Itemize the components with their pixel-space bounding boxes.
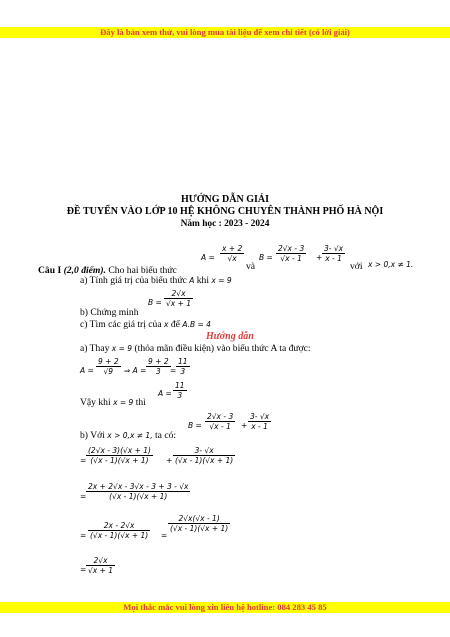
part-a-cond: x = 9 [211,276,232,285]
sa-arrow: ⇒ A = [124,366,147,375]
sa-eq3-fraction [176,357,190,376]
sa-eq2-den: 3 [155,367,161,376]
step1-equals: = [80,456,87,465]
proof-numerator: 2√x [164,289,193,299]
step1-frac2 [173,446,235,465]
step1-frac1 [86,446,153,465]
B2-numerator: 3- √x [324,244,344,253]
proof-denominator: √x + 1 [166,299,192,308]
part-c-text: c) Tìm các giá trị của [80,319,162,330]
step2-den: (√x - 1)(√x + 1) [109,492,168,501]
solution-heading: Hướng dẫn [206,331,254,342]
solution-a-conclusion [80,397,146,408]
hotline-banner [0,602,450,613]
sb-text2: ta có: [155,430,177,441]
question-label: Câu I [38,265,62,276]
part-c-to: để [170,319,180,330]
part-a [80,275,232,286]
sb-B-frac1 [205,412,235,431]
proof-B-label: B = [148,298,162,307]
sb-B2-num: 3- √x [250,412,270,421]
with-text: với [350,261,363,272]
sb-B1-den: √x - 1 [209,422,231,431]
step1-den: (√x - 1)(√x + 1) [90,456,149,465]
B-label: B = [259,253,273,262]
sa-eq3-num: 11 [178,357,188,366]
sa-eq1-fraction [96,357,121,376]
sb-text1: b) Với [80,430,105,441]
sb-B2-den: x - 1 [251,422,268,431]
step1b-den: (√x - 1)(√x + 1) [175,456,234,465]
and-text: và [246,261,256,272]
step1-plus: + [166,456,173,465]
condition: x > 0,x ≠ 1. [368,260,414,269]
B2-denominator: x - 1 [325,254,342,263]
sa-conc-then: thì [135,397,146,408]
sb-plus: + [241,421,248,430]
sb-B-frac2 [248,412,271,431]
B-fraction-1 [276,244,306,263]
step3-frac1 [88,521,150,540]
part-a-var: A [189,276,195,285]
sa-conc-den: 3 [177,391,183,400]
step3-equals: = [80,531,87,540]
document-subtitle: ĐỀ TUYỂN VÀO LỚP 10 HỆ KHÔNG CHUYÊN THÀNH PHỐ HÀ NỘI [66,206,384,217]
A-fraction [220,244,244,263]
sa-conc-text: Vậy khi [80,397,111,408]
step4-num: 2√x [86,556,115,566]
A-denominator: √x [227,254,237,263]
step1b-num: 3- √x [173,446,235,456]
B1-denominator: √x - 1 [280,254,302,263]
proof-fraction [164,289,193,308]
step2-frac [86,482,190,501]
step3-num: 2x - 2√x [88,521,150,531]
school-year: Năm học : 2023 - 2024 [180,219,270,229]
step3b-num: 2√x(√x - 1) [168,514,230,524]
sa-equals: = [170,366,177,375]
step2-num: 2x + 2√x - 3√x - 3 + 3 - √x [88,482,189,491]
plus-sign: + [316,253,323,262]
preview-banner [0,27,450,38]
step4-equals: = [80,565,87,574]
solution-a-sub: x = 9 [111,344,133,353]
solution-b-intro [80,430,176,441]
part-c-var: x [164,320,169,329]
sa-eq2-num: 9 + 2 [148,357,169,366]
step3b-den: (√x - 1)(√x + 1) [170,524,229,533]
sa-eq2-fraction [146,357,171,376]
sb-B-label: B = [188,421,202,430]
sa-conc-num: 11 [175,381,185,390]
sb-cond: x > 0,x ≠ 1, [107,431,153,440]
A-label: A = [201,253,215,262]
document-title: HƯỚNG DẪN GIẢI [181,194,269,205]
part-c-cond: A.B = 4 [182,320,211,329]
sb-B1-num: 2√x - 3 [207,412,234,421]
step4-frac [86,556,115,575]
step1-num: (2√x - 3)(√x + 1) [88,446,151,455]
part-a-text: a) Tính giá trị của biểu thức [80,275,187,286]
preview-banner-text: Đây là bản xem thử, vui lòng mua tài liệu để xem chi tiết (có lời giải) [100,27,350,37]
sa-eq1-num: 9 + 2 [98,357,119,366]
sa-conc-label: A = [158,389,172,398]
sa-conc-x: x = 9 [113,398,134,407]
A-numerator: x + 2 [222,244,243,253]
solution-a-intro [80,343,311,354]
sa-eq3-den: 3 [180,367,186,376]
step4-den: √x + 1 [88,566,114,575]
B1-numerator: 2√x - 3 [278,244,305,253]
step3-equals-2: = [161,531,168,540]
part-b: b) Chứng minh [80,307,139,318]
step2-equals: = [80,492,87,501]
hotline-text: Mọi thắc mắc vui lòng xin liên hệ hotline: 084 283 45 85 [123,602,327,612]
solution-a-text2: (thỏa mãn điều kiện) vào biểu thức A ta được: [134,343,311,354]
step3-den: (√x - 1)(√x + 1) [90,531,149,540]
solution-a-text1: a) Thay [80,343,110,354]
sa-eq1-label: A = [80,366,94,375]
question-intro-text: Cho hai biểu thức [108,265,177,276]
sa-eq1-den: √9 [103,367,114,376]
part-c [80,319,211,330]
question-points: (2,0 điểm). [63,265,106,276]
B-fraction-2 [322,244,345,263]
part-a-when: khi [196,275,210,286]
sa-conc-fraction [173,381,187,400]
step3-frac2 [168,514,230,533]
